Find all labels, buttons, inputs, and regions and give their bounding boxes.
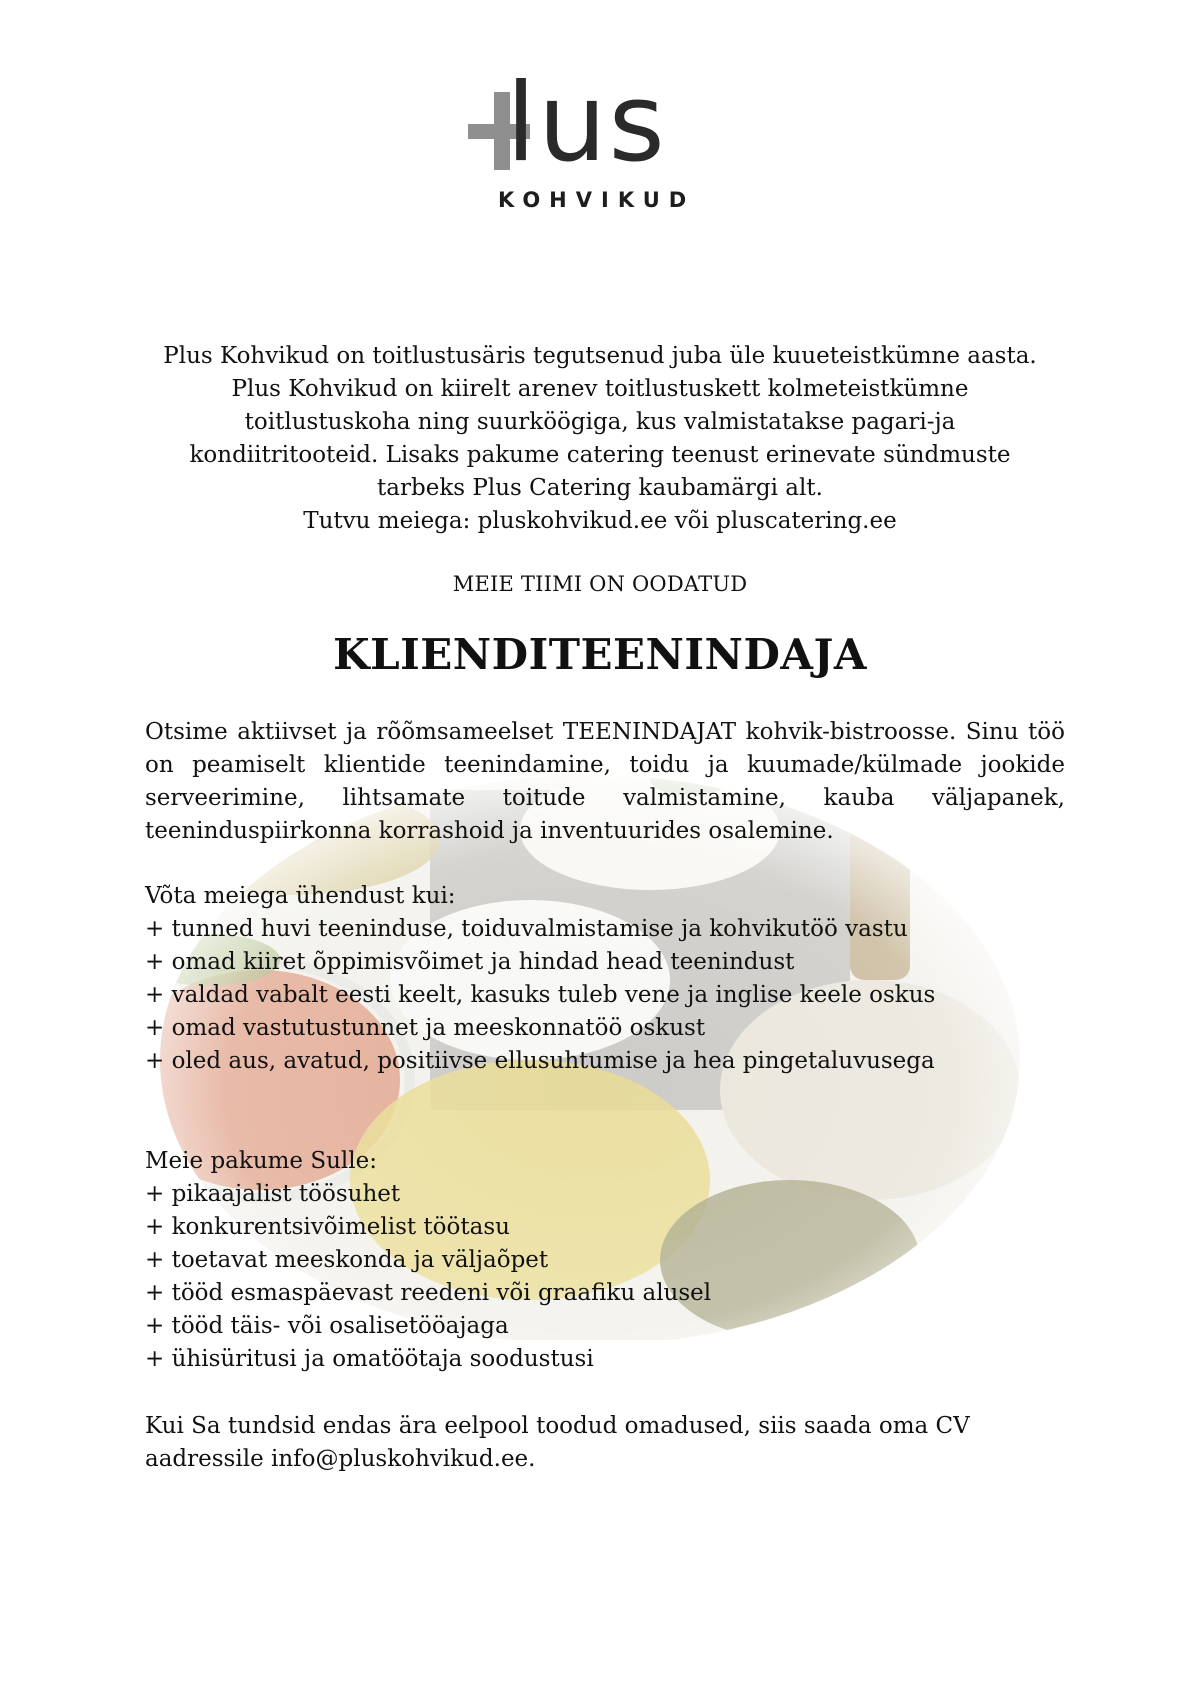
offer-section: [145, 1145, 1065, 1376]
offer-list: [145, 1178, 1065, 1376]
intro-line: Plus Kohvikud on kiirelt arenev toitlustuskett kolmeteistkümne: [231, 376, 969, 402]
intro-line: kondiitritooteid. Lisaks pakume catering teenust erinevate sündmuste: [189, 442, 1011, 468]
intro-website-line: Tutvu meiega: pluskohvikud.ee või pluscatering.ee: [303, 508, 897, 534]
closing-line: Kui Sa tundsid endas ära eelpool toodud omadused, siis saada oma CV: [145, 1413, 970, 1439]
offer-item: + pikaajalist töösuhet: [145, 1181, 401, 1207]
intro-line: toitlustuskoha ning suurköögiga, kus valmistatakse pagari-ja: [244, 409, 956, 435]
job-description: Otsime aktiivset ja rõõmsameelset TEENINDAJAT kohvik-bistroosse. Sinu töö on peamiselt klientide teenindamine, toidu ja kuumade/külmade jookide serveerimine, lihtsamate toitude valmistamine, kauba väljapanek, teeninduspiirkonna korrashoid ja inventuurides osalemine.: [145, 719, 1065, 844]
offer-lead: Meie pakume Sulle:: [145, 1148, 377, 1174]
requirement-item: + omad vastutustunnet ja meeskonnatöö oskust: [145, 1015, 706, 1041]
requirement-item: + valdad vabalt eesti keelt, kasuks tuleb vene ja inglise keele oskus: [145, 982, 936, 1008]
offer-item: + konkurentsivõimelist töötasu: [145, 1214, 510, 1240]
plus-kohvikud-logo: [468, 61, 742, 214]
offer-item: + tööd täis- või osalisetööajaga: [145, 1313, 509, 1339]
requirements-section: [145, 880, 1065, 1078]
offer-item: + toetavat meeskonda ja väljaõpet: [145, 1247, 549, 1273]
intro-line: tarbeks Plus Catering kaubamärgi alt.: [377, 475, 823, 501]
requirement-item: + oled aus, avatud, positiivse ellusuhtumise ja hea pingetaluvusega: [145, 1048, 935, 1074]
offer-item: + tööd esmaspäevast reedeni või graafiku alusel: [145, 1280, 712, 1306]
logo-wordmark: lus: [506, 61, 667, 186]
logo-subtitle: KOHVIKUD: [498, 188, 696, 212]
offer-item: + ühisüritusi ja omatöötaja soodustusi: [145, 1346, 594, 1372]
requirements-list: [145, 913, 1065, 1078]
team-kicker: MEIE TIIMI ON OODATUD: [452, 572, 748, 596]
company-intro: [140, 340, 1060, 538]
job-title: KLIENDITEENINDAJA: [333, 630, 867, 679]
intro-line: Plus Kohvikud on toitlustusäris tegutsenud juba üle kuueteistkümne aasta.: [163, 343, 1037, 369]
closing-section: [145, 1410, 1065, 1476]
requirement-item: + tunned huvi teeninduse, toiduvalmistamise ja kohvikutöö vastu: [145, 916, 908, 942]
requirements-lead: Võta meiega ühendust kui:: [145, 883, 456, 909]
requirement-item: + omad kiiret õppimisvõimet ja hindad head teenindust: [145, 949, 795, 975]
closing-contact-line: aadressile info@pluskohvikud.ee.: [145, 1446, 536, 1472]
